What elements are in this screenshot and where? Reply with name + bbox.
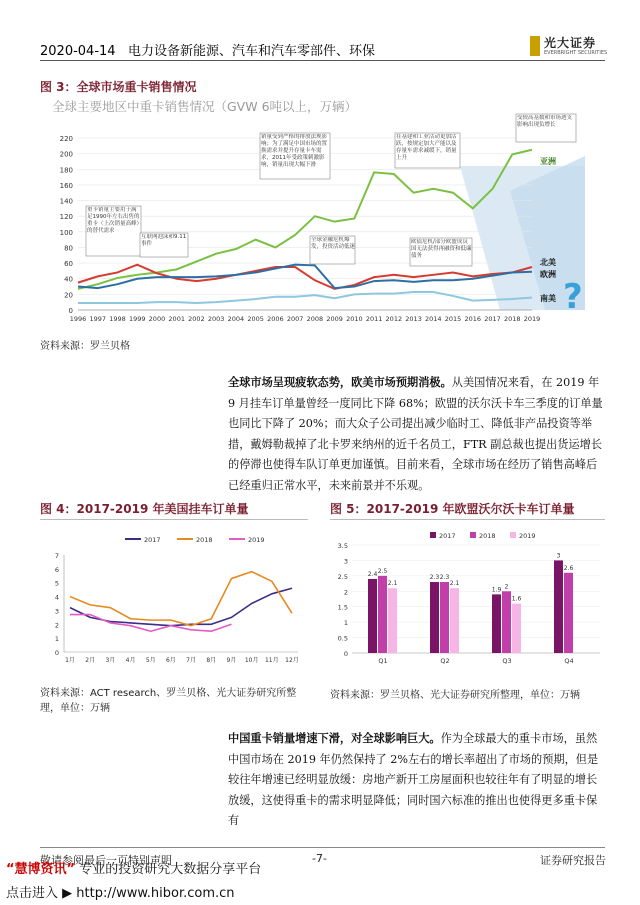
fig4-ytick-label: 1 [54,635,59,644]
fig3-ytick-label: 200 [59,150,73,159]
fig3-ytick-label: 140 [59,197,73,206]
fig4-xtick-label: 2月 [85,657,96,664]
paragraph-global-market [228,372,604,496]
fig4-ytick-label: 3 [54,607,59,616]
region-label-asia: 亚洲 [540,157,556,166]
fig5-divider [330,519,605,520]
fig3-xtick-label: 2017 [484,315,501,323]
fig5-legend-swatch [510,532,516,538]
fig5-bar [450,588,459,653]
fig3-ytick-label: 40 [64,275,73,284]
header-date: 2020-04-14 [40,44,116,59]
fig5-bar-value: 1.9 [491,586,502,594]
fig3-xtick-label: 2004 [227,315,245,323]
fig5-bar-value: 2.1 [449,580,460,588]
fig3-ytick-label: 120 [59,213,73,222]
fig5-ytick-label: 1.5 [337,603,348,612]
logo-text: 光大证券 [544,36,597,50]
fig4-legend-label: 2019 [248,536,265,544]
fig5-bar-value: 3 [556,552,561,560]
annot-base: 受较高基数和市场透支影响出现负增长 [517,115,573,128]
watermark-tagline: 专业的投资研究大数据分享平台 [75,862,262,877]
fig3-ytick-label: 60 [64,260,73,269]
fig3-ytick-label: 180 [59,166,73,175]
fig4-ytick-label: 2 [54,621,59,630]
fig5-bar-value: 2.5 [377,567,388,575]
header-divider [40,60,605,61]
fig5-ytick-label: 3.5 [337,542,348,550]
fig5-xtick-label: Q4 [564,657,574,665]
fig3-chart-title: 全球主要地区中重卡销售情况（GVW 6吨以上，万辆） [52,99,358,114]
fig4-label: 图 4：2017-2019 年美国挂车订单量 [40,502,249,516]
fig3-xtick-label: 2003 [207,315,225,323]
watermark-link[interactable]: 点击进入 ▶ http://www.hibor.com.cn [6,886,235,901]
fig5-bar-value: 2.3 [439,574,450,582]
fig3-xtick-label: 2010 [346,315,363,323]
fig3-xtick-label: 2000 [148,315,166,323]
fig5-bar [440,582,449,653]
region-label-eu: 欧洲 [540,270,556,279]
fig4-xtick-label: 7月 [186,657,197,664]
annot-1990: 重卡销量主要用于满足1990年左右出售的重卡（上次销量高峰）的替代需求 [87,207,140,234]
watermark-line-1 [6,858,261,877]
fig4-series-line [70,615,231,632]
fig4-xtick-label: 3月 [105,657,116,664]
fig3-source: 资料来源：罗兰贝格 [40,341,130,352]
fig3-label: 图 3：全球市场重卡销售情况 [40,80,197,94]
fig5-ytick-label: 3 [343,557,348,566]
fig3-chart [40,96,600,333]
fig5-bar [502,591,511,653]
footer-disclaimer: 敬请参阅最后一页特别声明 [40,854,172,867]
fig4-source: 资料来源：ACT research、罗兰贝格、光大证券研究所整理，单位：万辆 [40,688,297,714]
fig4-ytick-label: 4 [54,593,59,602]
fig5-bar-value: 2 [504,583,509,591]
paragraph-2-body: 作为全球最大的重卡市场，虽然中国市场在 2019 年仍然保持了 2%左右的增长率超出了市场的预期，但是较往年增速已经明显放缓：房地产新开工房屋面积也较往年有了明显的增长放缓，这使得重卡的需求明显降低；同时国六标准的推出也使得更多重卡保有 [228,732,599,827]
fig3-ytick-label: 80 [64,244,73,253]
fig3-ytick-label: 160 [59,181,73,190]
fig5-xtick-label: Q1 [378,657,388,665]
watermark-brand: “慧博资讯” [6,862,76,877]
fig5-bar [388,588,397,653]
fig5-bar-value: 1.6 [511,595,522,603]
paragraph-1-lead: 全球市场呈现疲软态势，欧美市场预期消极。 [228,375,452,389]
fig3-ytick-label: 0 [68,307,73,315]
fig4-legend-label: 2018 [196,536,213,544]
fig3-xtick-label: 2015 [444,315,462,323]
fig4-xtick-label: 1月 [65,657,75,664]
fig4-xtick-label: 4月 [125,657,136,664]
fig5-source: 资料来源：罗兰贝格、光大证券研究所整理，单位：万辆 [330,690,580,701]
fig3-xtick-label: 2001 [168,315,185,323]
logo-mark-icon [530,36,540,56]
fig4-chart [40,525,308,680]
annot-2011: 销量受到严格的排放法规影响；为了满足中国市场的置换需求并提升存量卡车需求，2011年受政策刺激影响，销量出现大幅下滑 [261,134,328,168]
fig5-ytick-label: 1 [343,619,348,628]
fig4-xtick-label: 11月 [264,657,279,664]
fig5-bar [512,604,521,653]
fig3-xtick-label: 1996 [69,315,87,323]
fig4-divider [40,519,308,520]
region-label-na: 北美 [540,258,556,267]
annot-eurodebt: 欧债危机/部分欧盟成员国无法获得再融资和低廉债务 [411,239,472,259]
paragraph-china-market [228,728,604,832]
fig3-xtick-label: 2019 [523,315,541,323]
fig5-bar-value: 2.6 [563,564,574,572]
fig3-xtick-label: 2005 [247,315,264,323]
question-mark-icon: ? [563,277,583,317]
annot-911: 互联网泡沫和9.11事件 [141,234,187,247]
fig3-xtick-label: 2016 [464,315,482,323]
fig4-ytick-label: 5 [54,579,59,588]
fig5-xtick-label: Q2 [440,657,450,665]
fig5-legend-label: 2017 [439,532,456,540]
fig5-ytick-label: 0.5 [337,634,348,643]
fig5-bar-value: 2.4 [367,570,378,578]
fig3-xtick-label: 2007 [286,315,304,323]
fig4-ytick-label: 6 [54,565,59,574]
paragraph-2-lead: 中国重卡销量增速下滑，对全球影响巨大。 [228,731,441,745]
fig5-legend-swatch [470,532,476,538]
fig3-xtick-label: 1999 [128,315,146,323]
fig5-ytick-label: 2.5 [337,572,348,581]
fig3-ytick-label: 220 [59,135,73,143]
fig5-bar [554,560,563,653]
fig5-ytick-label: 0 [343,650,348,658]
fig3-xtick-label: 2006 [267,315,284,323]
region-label-sa: 南美 [540,294,556,303]
fig4-series-line [70,572,292,626]
footer-divider [40,847,605,848]
fig5-bar-value: 2.1 [387,580,398,588]
fig4-xtick-label: 10月 [244,657,259,664]
fig5-bar [378,576,387,653]
fig5-legend-swatch [430,532,436,538]
fig3-xtick-label: 2012 [385,315,403,323]
header-sectors: 电力设备新能源、汽车和汽车零部件、环保 [127,44,375,59]
fig4-xtick-label: 6月 [165,657,176,664]
header-title [40,40,375,59]
fig4-legend-label: 2017 [144,536,161,544]
fig5-bar [430,582,439,653]
fig5-bar-value: 2.3 [429,574,440,582]
fig3-xtick-label: 2008 [306,315,324,323]
fig3-xtick-label: 1998 [109,315,126,323]
broker-logo [530,34,610,60]
fig3-xtick-label: 2011 [365,315,383,323]
fig3-ytick-label: 100 [59,228,73,237]
fig3-xtick-label: 2018 [503,315,521,323]
fig5-chart [330,525,605,680]
fig5-legend-label: 2019 [519,532,536,540]
footer-report-type: 证券研究报告 [540,854,606,867]
fig3-xtick-label: 2002 [188,315,205,323]
fig3-xtick-label: 2014 [425,315,442,323]
fig3-xtick-label: 2009 [326,315,343,323]
fig5-label: 图 5：2017-2019 年欧盟沃尔沃卡车订单量 [330,502,575,516]
fig3-ytick-label: 20 [64,291,73,300]
fig4-ytick-label: 0 [54,649,59,657]
logo-subtext: EVERBRIGHT SECURITIES [544,50,608,56]
fig5-ytick-label: 2 [343,588,348,597]
annot-infra: 在基建和工业活动更加活跃，按规定加大产能以及存量车需求减缓下，销量上升 [396,134,457,161]
fig3-xtick-label: 2013 [405,315,422,323]
fig5-legend-label: 2018 [479,532,496,540]
fig5-xtick-label: Q3 [502,657,512,665]
annot-crisis: 全球金融危机爆发，投资活动低迷 [311,237,355,250]
fig5-bar [564,573,573,653]
fig5-bar [492,594,501,653]
fig5-bar [368,579,377,653]
paragraph-1-body: 从美国情况来看，在 2019 年 9 月挂车订单量曾经一度同比下降 68%；欧盟的沃尔沃卡车三季度的订单量也同比下降了 20%；而大众子公司提出减少临时工、降低非产品投资等举措，戴姆勒裁掉了北卡罗来纳州的近千名员工，FTR 副总裁也提出货运增长的停滞也使得车队订单更加谨慎。目前来看，全球市场在经历了销售高峰后已经重归正常水平，未来前景并不乐观。 [228,376,603,492]
fig4-xtick-label: 5月 [145,657,156,664]
fig4-xtick-label: 12月 [285,657,299,664]
fig4-ytick-label: 7 [54,552,59,560]
fig4-xtick-label: 8月 [206,657,217,664]
footer-page-number: -7- [312,852,327,865]
fig4-xtick-label: 9月 [226,657,237,664]
fig3-xtick-label: 1997 [89,315,107,323]
